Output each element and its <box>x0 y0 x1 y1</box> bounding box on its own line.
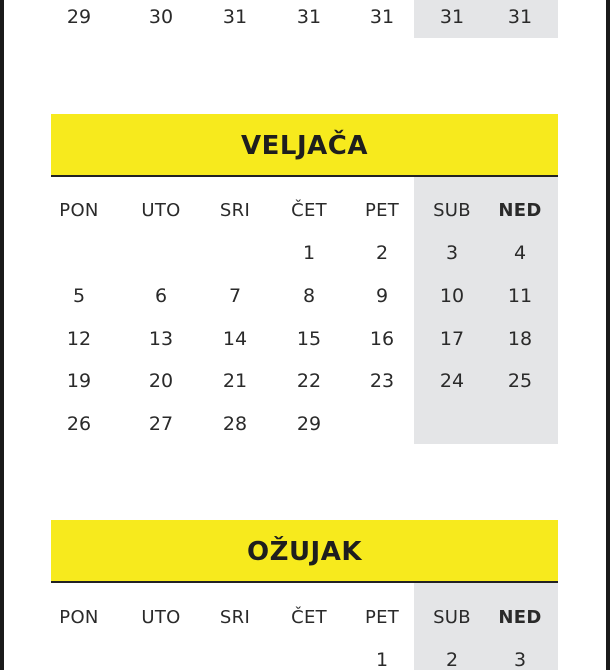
day-cell: 9 <box>375 285 389 307</box>
day-cell: 22 <box>296 370 322 392</box>
day-cell <box>126 640 196 670</box>
day-cell: 16 <box>369 328 395 350</box>
weekday-header-row <box>4 190 606 230</box>
weekday-header: SUB <box>433 199 471 221</box>
day-cell <box>274 640 344 670</box>
month-header-veljaca <box>51 114 558 177</box>
day-cell: 27 <box>148 413 174 435</box>
week-row <box>4 319 606 359</box>
week-row <box>4 276 606 316</box>
prev-month-day: 31 <box>222 6 248 28</box>
week-row <box>4 361 606 401</box>
week-row <box>4 640 606 670</box>
day-cell: 23 <box>369 370 395 392</box>
calendar-page <box>4 0 606 670</box>
day-cell <box>126 233 196 273</box>
day-cell: 14 <box>222 328 248 350</box>
day-cell <box>44 233 114 273</box>
day-cell <box>485 404 555 444</box>
day-cell: 2 <box>375 242 389 264</box>
day-cell: 8 <box>302 285 316 307</box>
prev-month-day: 30 <box>148 6 174 28</box>
day-cell: 25 <box>507 370 533 392</box>
month-title: VELJAČA <box>241 130 368 161</box>
prev-month-day: 31 <box>439 6 465 28</box>
day-cell: 26 <box>66 413 92 435</box>
prev-month-last-week <box>4 0 606 37</box>
prev-month-day: 31 <box>369 6 395 28</box>
day-cell: 1 <box>375 649 389 670</box>
prev-month-day: 29 <box>66 6 92 28</box>
day-cell: 6 <box>154 285 168 307</box>
prev-month-day: 31 <box>507 6 533 28</box>
day-cell: 11 <box>507 285 533 307</box>
day-cell: 1 <box>302 242 316 264</box>
day-cell: 17 <box>439 328 465 350</box>
day-cell: 18 <box>507 328 533 350</box>
day-cell: 3 <box>445 242 459 264</box>
day-cell: 13 <box>148 328 174 350</box>
day-cell: 28 <box>222 413 248 435</box>
month-title: OŽUJAK <box>246 536 362 567</box>
weekday-header-sunday: NED <box>498 199 542 221</box>
day-cell: 12 <box>66 328 92 350</box>
weekday-header: PON <box>59 199 99 221</box>
day-cell <box>200 640 270 670</box>
weekday-header: PET <box>364 606 400 628</box>
day-cell: 5 <box>72 285 86 307</box>
day-cell: 7 <box>228 285 242 307</box>
weekday-header-row <box>4 597 606 637</box>
day-cell <box>417 404 487 444</box>
day-cell: 4 <box>513 242 527 264</box>
day-cell <box>200 233 270 273</box>
day-cell: 3 <box>513 649 527 670</box>
day-cell: 19 <box>66 370 92 392</box>
day-cell: 2 <box>445 649 459 670</box>
weekday-header: SRI <box>219 199 251 221</box>
weekday-header: UTO <box>141 199 181 221</box>
day-cell <box>44 640 114 670</box>
weekday-header: SRI <box>219 606 251 628</box>
prev-month-day: 31 <box>296 6 322 28</box>
weekday-header: ČET <box>291 606 327 628</box>
day-cell: 20 <box>148 370 174 392</box>
weekday-header: ČET <box>291 199 327 221</box>
weekday-header: PET <box>364 199 400 221</box>
day-cell: 10 <box>439 285 465 307</box>
weekday-header: PON <box>59 606 99 628</box>
day-cell: 15 <box>296 328 322 350</box>
day-cell <box>347 404 417 444</box>
day-cell: 21 <box>222 370 248 392</box>
weekday-header-sunday: NED <box>498 606 542 628</box>
day-cell: 29 <box>296 413 322 435</box>
weekday-header: SUB <box>433 606 471 628</box>
day-cell: 24 <box>439 370 465 392</box>
month-header-ozujak <box>51 520 558 583</box>
weekday-header: UTO <box>141 606 181 628</box>
week-row <box>4 233 606 273</box>
week-row <box>4 404 606 444</box>
